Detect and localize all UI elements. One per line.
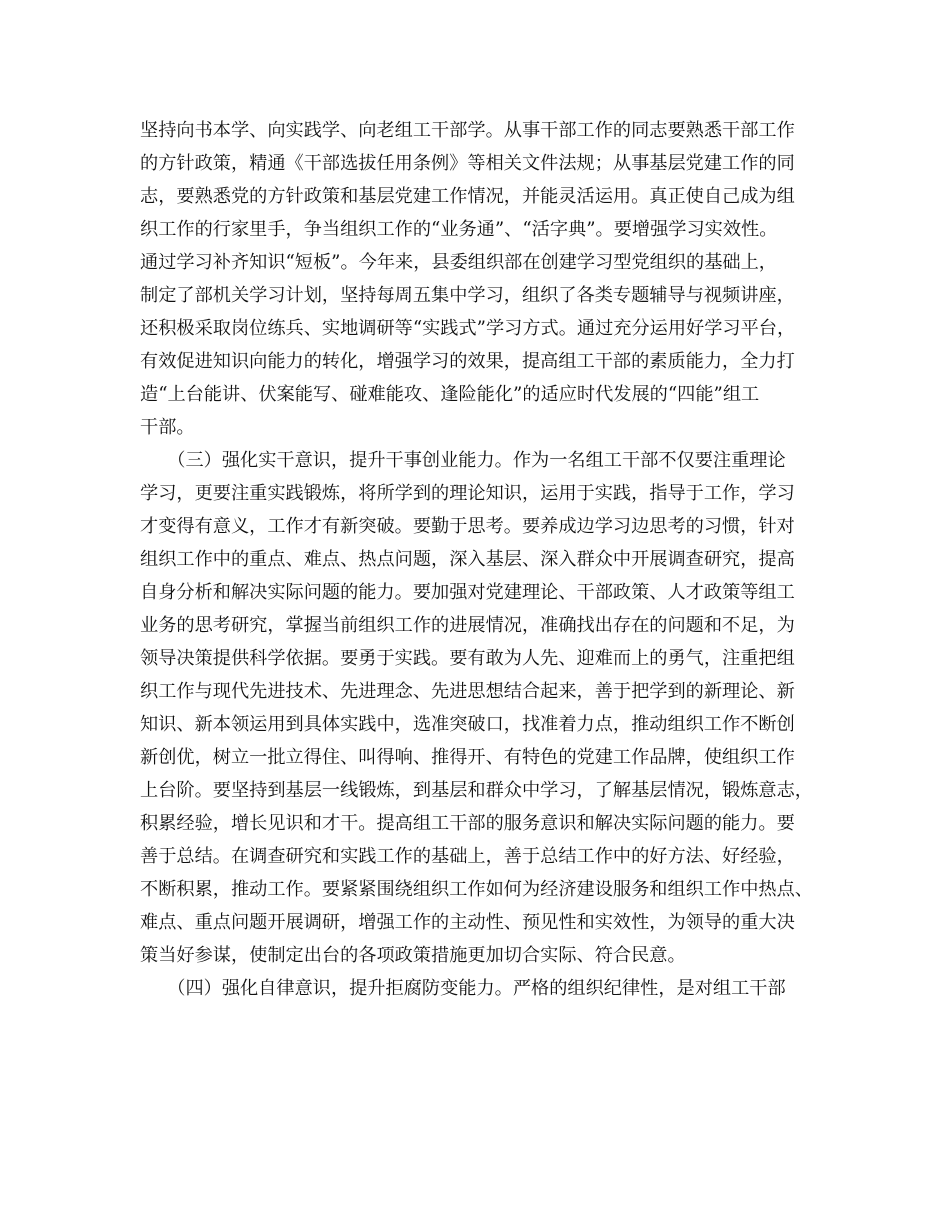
text-line: 才变得有意义，工作才有新突破。要勤于思考。要养成边学习边思考的习惯，针对 xyxy=(140,516,795,537)
text-line: 还积极采取岗位练兵、实地调研等“实践式”学习方式。通过充分运用好学习平台， xyxy=(140,318,796,339)
text-line: 织工作的行家里手，争当组织工作的“业务通”、“活字典”。要增强学习实效性。 xyxy=(140,219,778,240)
text-line: 的方针政策，精通《干部选拔任用条例》等相关文件法规；从事基层党建工作的同 xyxy=(140,153,795,174)
text-line: 业务的思考研究，掌握当前组织工作的进展情况，准确找出存在的问题和不足，为 xyxy=(140,615,795,636)
text-line: 领导决策提供科学依据。要勇于实践。要有敢为人先、迎难而上的勇气，注重把组 xyxy=(140,648,795,669)
text-line: 坚持向书本学、向实践学、向老组工干部学。从事干部工作的同志要熟悉干部工作 xyxy=(140,120,795,141)
text-line: 上台阶。要坚持到基层一线锻炼，到基层和群众中学习，了解基层情况，锻炼意志， xyxy=(140,780,813,801)
text-line: 不断积累，推动工作。要紧紧围绕组织工作如何为经济建设服务和组织工作中热点、 xyxy=(140,879,813,900)
text-line: 难点、重点问题开展调研，增强工作的主动性、预见性和实效性，为领导的重大决 xyxy=(140,912,795,933)
text-line: 织工作与现代先进技术、先进理念、先进思想结合起来，善于把学到的新理论、新 xyxy=(140,681,795,702)
text-line: 有效促进知识向能力的转化，增强学习的效果，提高组工干部的素质能力，全力打 xyxy=(140,351,795,372)
text-line: 制定了部机关学习计划，坚持每周五集中学习，组织了各类专题辅导与视频讲座， xyxy=(140,285,795,306)
text-line: 积累经验，增长见识和才干。提高组工干部的服务意识和解决实际问题的能力。要 xyxy=(140,813,795,834)
text-line: 策当好参谋，使制定出台的各项政策措施更加切合实际、符合民意。 xyxy=(140,945,686,966)
document-body xyxy=(140,114,820,1005)
text-line: 新创优，树立一批立得住、叫得响、推得开、有特色的党建工作品牌，使组织工作 xyxy=(140,747,795,768)
text-line: 造“上台能讲、伏案能写、碰难能攻、逢险能化”的适应时代发展的“四能”组工 xyxy=(140,384,760,405)
text-line: 干部。 xyxy=(140,417,195,438)
text-line: 通过学习补齐知识“短板”。今年来，县委组织部在创建学习型党组织的基础上， xyxy=(140,252,777,273)
text-line: （三）强化实干意识，提升干事创业能力。作为一名组工干部不仅要注重理论 xyxy=(140,450,786,471)
text-line: 知识、新本领运用到具体实践中，选准突破口，找准着力点，推动组织工作不断创 xyxy=(140,714,795,735)
text-line: 学习，更要注重实践锻炼，将所学到的理论知识，运用于实践，指导于工作，学习 xyxy=(140,483,795,504)
text-line: 自身分析和解决实际问题的能力。要加强对党建理论、干部政策、人才政策等组工 xyxy=(140,582,795,603)
text-line: （四）强化自律意识，提升拒腐防变能力。严格的组织纪律性，是对组工干部 xyxy=(140,978,786,999)
text-line: 组织工作中的重点、难点、热点问题，深入基层、深入群众中开展调查研究，提高 xyxy=(140,549,795,570)
text-line: 志，要熟悉党的方针政策和基层党建工作情况，并能灵活运用。真正使自己成为组 xyxy=(140,186,795,207)
text-line: 善于总结。在调查研究和实践工作的基础上，善于总结工作中的好方法、好经验， xyxy=(140,846,795,867)
